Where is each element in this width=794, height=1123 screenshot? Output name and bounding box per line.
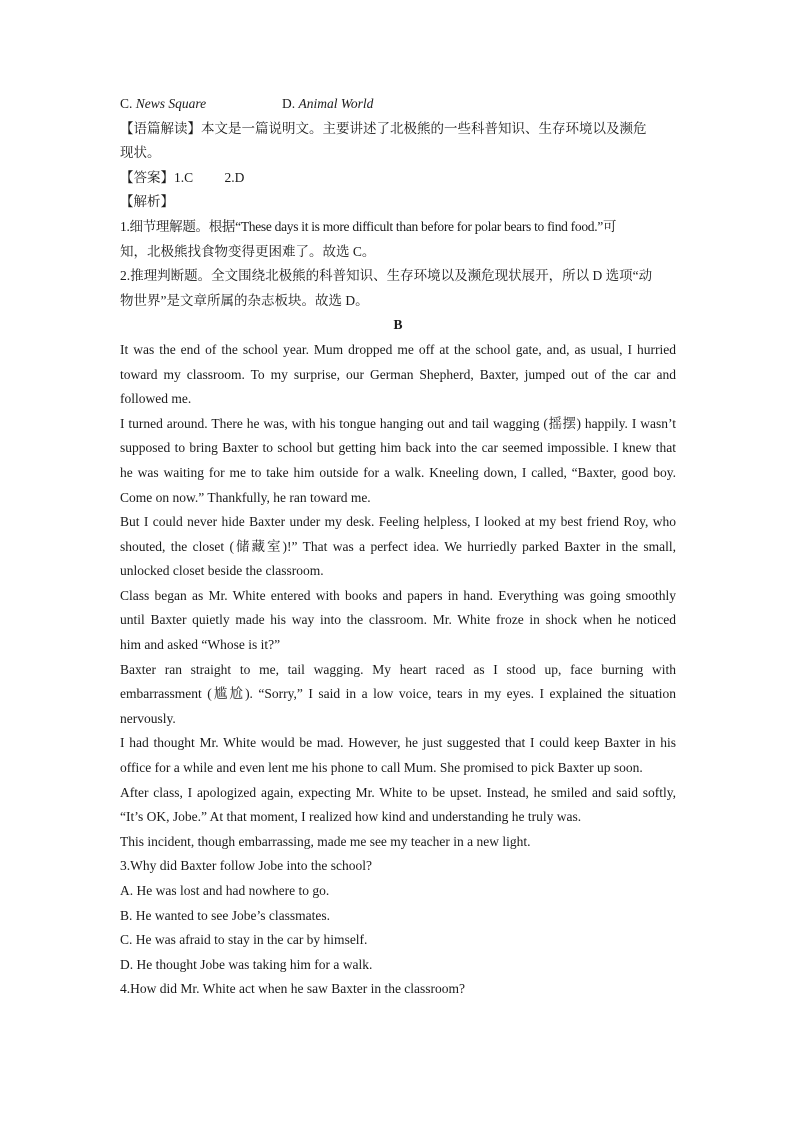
- passage-line: embarrassment (尴尬). “Sorry,” I said in a low voice, tears in my eyes. I explained the situation: [120, 686, 676, 702]
- document-page: [120, 92, 676, 1002]
- question-stem: 4.How did Mr. White act when he saw Baxter in the classroom?: [120, 981, 466, 997]
- explain-1-line-b: 知，北极熊找食物变得更困难了。故选 C。: [120, 243, 376, 259]
- explain-2-line-b: 物世界”是文章所属的杂志板块。故选 D。: [120, 292, 369, 308]
- analysis-line-1: [120, 117, 676, 142]
- passage-line: he was waiting for me to take him outside for a walk. Kneeling down, I called, “Baxter, good boy.: [120, 464, 676, 480]
- option-d-text: Animal World: [298, 96, 374, 111]
- question-stem: 3.Why did Baxter follow Jobe into the school?: [120, 858, 372, 874]
- question-option: D. He thought Jobe was taking him for a walk.: [120, 956, 373, 972]
- passage-line: toward my classroom. To my surprise, our German Shepherd, Baxter, jumped out of the car and: [120, 366, 676, 382]
- passage-line: It was the end of the school year. Mum dropped me off at the school gate, and, as usual, I hurried: [120, 341, 676, 357]
- passage-line: supposed to bring Baxter to school but getting him back into the car seemed impossible. I knew that: [120, 440, 676, 456]
- question-option: C. He was afraid to stay in the car by himself.: [120, 932, 368, 948]
- answer-text: 1.C 2.D: [174, 169, 245, 185]
- passage-line: followed me.: [120, 391, 192, 407]
- passage-line: unlocked closet beside the classroom.: [120, 563, 324, 579]
- passage-line: him and asked “Whose is it?”: [120, 637, 281, 653]
- explain-1-line-a: 1.细节理解题。根据“These days it is more difficult than before for polar bears to find food.”可: [120, 218, 617, 234]
- passage-line: I had thought Mr. White would be mad. However, he just suggested that I could keep Baxter in his: [120, 735, 676, 751]
- passage: [120, 338, 676, 854]
- explain-label: 【解析】: [120, 194, 174, 210]
- option-c-prefix: C.: [120, 96, 136, 111]
- prev-options-row: [120, 92, 676, 117]
- question-option: A. He was lost and had nowhere to go.: [120, 883, 330, 898]
- passage-line: shouted, the closet (储藏室)!” That was a perfect idea. We hurriedly parked Baxter in the small,: [120, 538, 676, 554]
- analysis-line-2: 现状。: [120, 145, 161, 161]
- questions: [120, 854, 676, 1002]
- analysis-label: 【语篇解读】: [120, 120, 201, 136]
- section-heading: B: [393, 317, 403, 333]
- answer-line: [120, 166, 676, 191]
- passage-line: office for a while and even lent me his phone to call Mum. She promised to pick Baxter up soon.: [120, 760, 643, 776]
- option-d: [282, 92, 373, 117]
- answer-label: 【答案】: [120, 169, 174, 185]
- option-c-text: News Square: [135, 96, 207, 111]
- question-option: B. He wanted to see Jobe’s classmates.: [120, 907, 330, 923]
- explain-2-line-a: 2.推理判断题。全文围绕北极熊的科普知识、生存环境以及濒危现状展开，所以 D 选项“动: [120, 268, 653, 284]
- passage-line: nervously.: [120, 710, 176, 726]
- passage-line: until Baxter quietly made his way into the classroom. Mr. White froze in shock when he noticed: [120, 612, 676, 628]
- passage-line: Baxter ran straight to me, tail wagging. My heart raced as I stood up, face burning with: [120, 661, 676, 677]
- passage-line: This incident, though embarrassing, made me see my teacher in a new light.: [120, 833, 531, 849]
- passage-line: Come on now.” Thankfully, he ran toward me.: [120, 489, 371, 505]
- passage-line: But I could never hide Baxter under my desk. Feeling helpless, I looked at my best friend Roy, who: [120, 514, 676, 530]
- option-d-prefix: D.: [282, 96, 299, 111]
- passage-line: “It’s OK, Jobe.” At that moment, I realized how kind and understanding he truly was.: [120, 809, 582, 825]
- passage-line: After class, I apologized again, expecting Mr. White to be upset. Instead, he smiled and said softly,: [120, 784, 676, 800]
- option-c: [120, 92, 282, 117]
- passage-line: Class began as Mr. White entered with books and papers in hand. Everything was going smoothly: [120, 587, 676, 603]
- analysis-text: 本文是一篇说明文。主要讲述了北极熊的一些科普知识、生存环境以及濒危: [201, 120, 647, 136]
- passage-line: I turned around. There he was, with his tongue hanging out and tail wagging (摇摆) happily. I wasn’t: [120, 415, 676, 431]
